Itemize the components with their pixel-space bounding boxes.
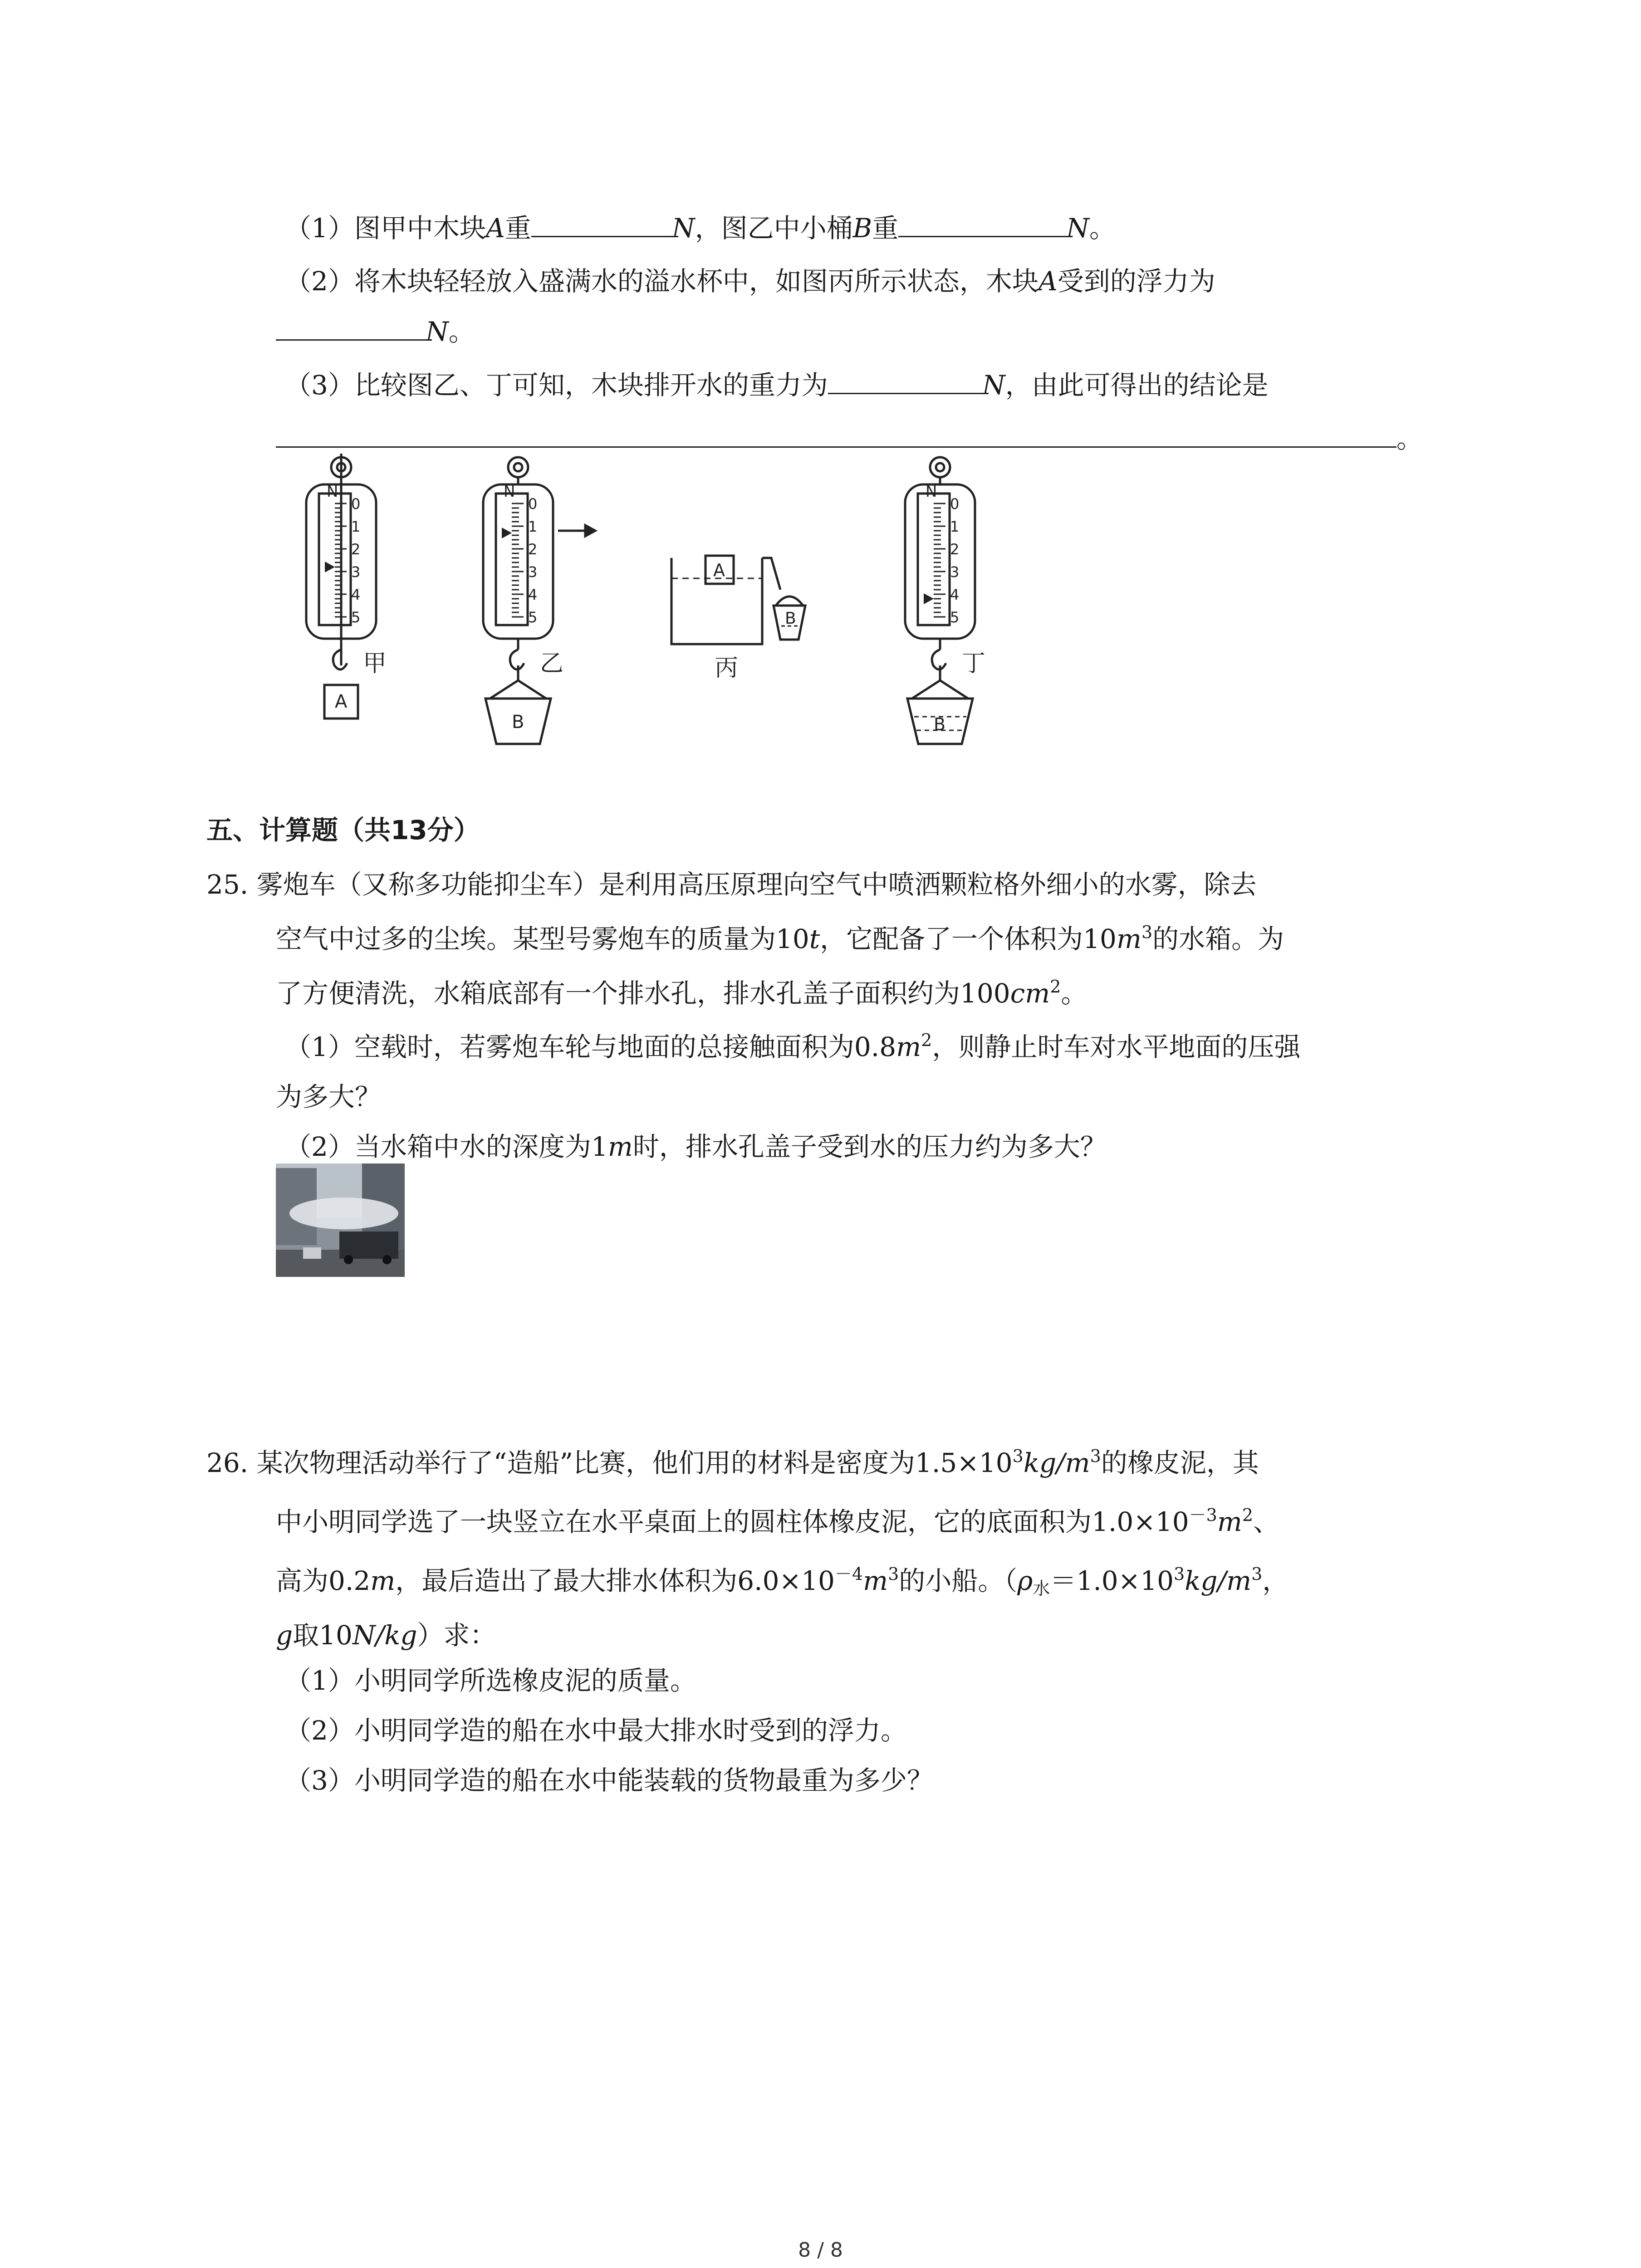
- scale-tick-label: 3: [528, 563, 538, 581]
- scale-tick-label: 2: [950, 541, 960, 558]
- scale-tick-label: 5: [351, 609, 361, 626]
- unit-label: N: [926, 483, 937, 501]
- answer-blank[interactable]: [828, 367, 982, 394]
- q26-line6: （2）小明同学造的船在水中最大排水时受到的浮力。: [285, 1715, 907, 1746]
- scale-tick-label: 4: [950, 586, 960, 603]
- spring-scale-figure: [272, 454, 1112, 771]
- answer-blank[interactable]: [276, 420, 1396, 448]
- q26-line3: 高为0.2m，最后造出了最大排水体积为$6.0\times 10^{-4}m^3$的小船。（$\rho_水=1.0\times 10^3kg/m^3$，: [276, 1564, 1289, 1598]
- scale-pointer: [502, 528, 512, 538]
- bucket-b-label: B: [512, 712, 524, 733]
- scale-tick-label: 0: [950, 495, 960, 513]
- figure-label-yi: 乙: [540, 650, 564, 677]
- page-number: 8 / 8: [798, 2239, 843, 2262]
- block-a-label: A: [335, 691, 348, 712]
- scale-tick-label: 1: [950, 518, 960, 535]
- q26-line2: 中小明同学选了一块竖立在水平桌面上的圆柱体橡皮泥，它的底面积为$1.0\times 10^{-3}m^2$、: [276, 1505, 1280, 1537]
- q25-line3: 了方便清洗，水箱底部有一个排水孔，排水孔盖子面积约为$100cm^2$。: [276, 977, 1087, 1009]
- scale-tick-label: 1: [351, 518, 361, 535]
- figure-label-ding: 丁: [962, 650, 986, 677]
- q25-line6: （2）当水箱中水的深度为1m时，排水孔盖子受到水的压力约为多大？: [285, 1131, 1107, 1162]
- fog-cannon-truck-photo: [276, 1163, 405, 1277]
- q26-line5: （1）小明同学所选橡皮泥的质量。: [285, 1665, 696, 1696]
- q24-part2-cont: N。: [276, 313, 475, 350]
- spring-scale-jia: [306, 454, 376, 719]
- q26-line1: 26. 某次物理活动举行了“造船”比赛，他们用的材料是密度为$1.5\times 10^3kg/m^3$的橡皮泥，其: [206, 1446, 1259, 1478]
- scale-tick-label: 4: [528, 586, 538, 603]
- q25-line1: 25. 雾炮车（又称多功能抑尘车）是利用高压原理向空气中喷洒颗粒格外细小的水雾，除去: [206, 869, 1257, 900]
- q24-part1: （1）图甲中木块A重 N，图乙中小桶B重 N。: [285, 210, 1116, 246]
- block-a-label-cup: A: [713, 560, 725, 580]
- q25-line4: （1）空载时，若雾炮车轮与地面的总接触面积为$0.8m^2$，则静止时车对水平地面的压强: [285, 1030, 1301, 1062]
- q25-line2: 空气中过多的尘埃。某型号雾炮车的质量为10t，它配备了一个体积为$10m^3$的水箱。为: [276, 922, 1284, 954]
- scale-pointer: [924, 593, 934, 604]
- scale-ticks: [325, 495, 959, 626]
- figure-label-bing: 丙: [715, 655, 739, 682]
- scale-tick-label: 3: [950, 563, 960, 581]
- q25-line5: 为多大？: [276, 1081, 382, 1112]
- scale-tick-label: 3: [351, 563, 361, 581]
- scale-tick-label: 0: [351, 495, 361, 513]
- overflow-cup-bing: [671, 556, 805, 644]
- answer-blank[interactable]: [898, 210, 1066, 237]
- q26-line4: g取10N/kg）求：: [276, 1620, 496, 1651]
- bucket-b-label-cup: B: [785, 609, 796, 628]
- scale-tick-label: 0: [528, 495, 538, 513]
- scale-tick-label: 2: [351, 541, 361, 558]
- spring-scale-ding: [905, 457, 975, 744]
- figure-label-jia: 甲: [363, 650, 387, 677]
- spring-scale-yi: [483, 457, 595, 744]
- scale-tick-label: 4: [351, 586, 361, 603]
- unit-label: N: [504, 483, 515, 501]
- q24-part3-cont: 。: [276, 420, 1423, 457]
- q24-part2: （2）将木块轻轻放入盛满水的溢水杯中，如图丙所示状态，木块A受到的浮力为: [285, 266, 1215, 297]
- scale-tick-label: 5: [950, 609, 960, 626]
- section-title: 五、计算题（共13分）: [206, 815, 480, 846]
- scale-tick-label: 1: [528, 518, 538, 535]
- scale-tick-label: 2: [528, 541, 538, 558]
- q24-part3: （3）比较图乙、丁可知，木块排开水的重力为 N，由此可得出的结论是: [285, 367, 1269, 403]
- scale-pointer: [325, 562, 335, 572]
- unit-label: N: [327, 483, 338, 501]
- bucket-b-label-ding: B: [934, 714, 946, 734]
- q26-line7: （3）小明同学造的船在水中能装载的货物最重为多少？: [285, 1765, 933, 1796]
- scale-tick-label: 5: [528, 609, 538, 626]
- answer-blank[interactable]: [531, 210, 672, 237]
- answer-blank[interactable]: [276, 313, 426, 341]
